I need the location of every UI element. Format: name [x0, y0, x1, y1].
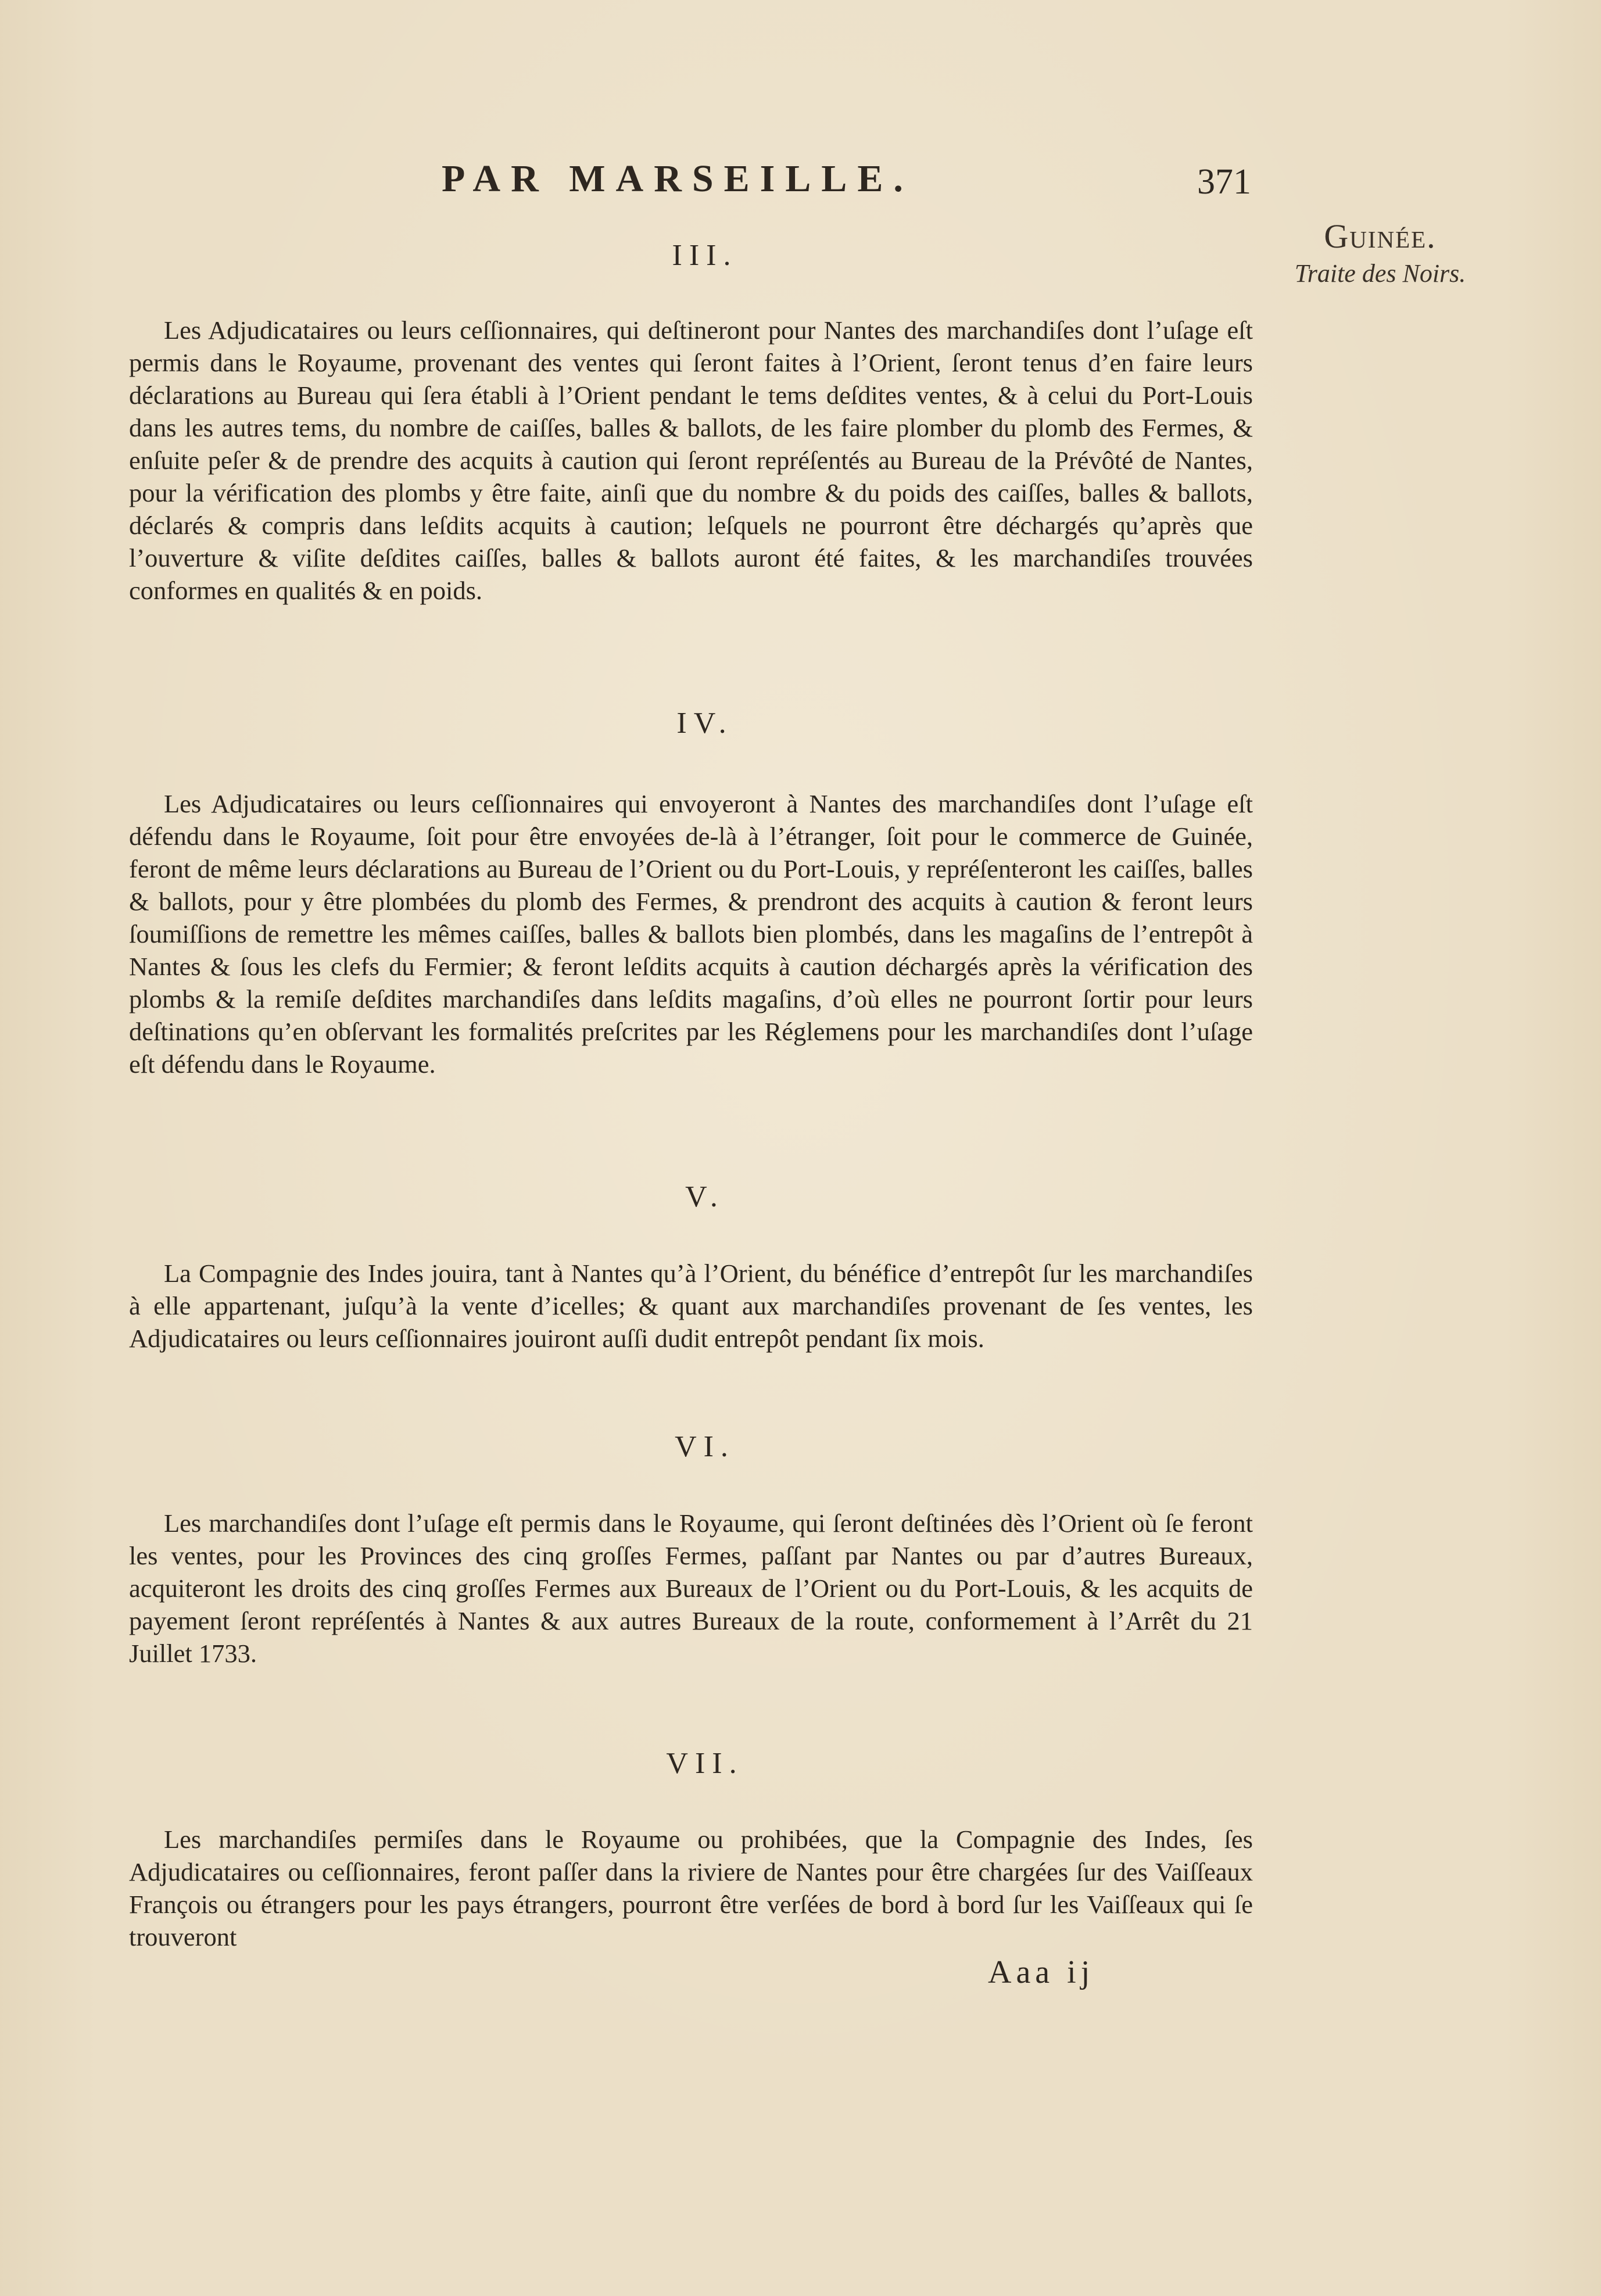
article-text-3: Les Adjudicataires ou leurs ceſſionnaires, qui deſtineront pour Nantes des marchandiſes dont l’uſage eſt permis dans le Royaume, provenant des ventes qui ſeront faites à l’Orient, ſeront tenus d’en faire leurs déclarations au Bureau qui ſera établi à l’Orient pendant le tems deſdites ventes, & à celui du Port-Louis dans les autres tems, du nombre de caiſſes, balles & ballots, de les faire plomber du plomb des Fermes, & enſuite peſer & de prendre des acquits à caution qui ſeront repréſentés au Bureau de la Prévôté de Nantes, pour la vérification des plombs y être faite, ainſi que du nombre & du poids des caiſſes, balles & ballots, déclarés & compris dans leſdits acquits à caution; leſquels ne pourront être déchargés qu’après que l’ouverture & viſite deſdites caiſſes, balles & ballots auront été faites, & les marchandiſes trouvées conformes en qualités & en poids.: [129, 316, 1253, 605]
signature-mark: Aaa ij: [988, 1954, 1095, 1990]
article-heading-4: IV.: [676, 707, 733, 740]
margin-note-title: Guinée.: [1324, 217, 1437, 255]
article-heading-6: VI.: [675, 1430, 735, 1463]
article-text-6: Les marchandiſes dont l’uſage eſt permis dans le Royaume, qui ſeront deſtinées dès l’Orient où ſe feront les ventes, pour les Provinces des cinq groſſes Fermes, paſſant par Nantes ou par d’autres Bureaux, acquiteront les droits des cinq groſſes Fermes aux Bureaux de l’Orient ou du Port-Louis, & les acquits de payement ſeront repréſentés à Nantes & aux autres Bureaux de la route, conformement à l’Arrêt du 21 Juillet 1733.: [129, 1509, 1253, 1668]
article-text-5: La Compagnie des Indes jouira, tant à Nantes qu’à l’Orient, du bénéfice d’entrepôt ſur les marchandiſes à elle appartenant, juſqu’à la vente d’icelles; & quant aux marchandiſes provenant de ſes ventes, les Adjudicataires ou leurs ceſſionnaires jouiront auſſi dudit entrepôt pendant ſix mois.: [129, 1259, 1253, 1353]
page-number: 371: [1197, 162, 1251, 202]
margin-note-subtitle: Traite des Noirs.: [1294, 259, 1466, 288]
article-heading-5: V.: [685, 1180, 725, 1213]
running-title: PAR MARSEILLE.: [442, 157, 914, 200]
margin-note: [1264, 216, 1496, 291]
article-text-4: Les Adjudicataires ou leurs ceſſionnaires qui envoyeront à Nantes des marchandiſes dont l’uſage eſt défendu dans le Royaume, ſoit pour être envoyées de-là à l’étranger, ſoit pour le commerce de Guinée, feront de même leurs déclarations au Bureau de l’Orient ou du Port-Louis, y repréſenteront les caiſſes, balles & ballots, pour y être plombées du plomb des Fermes, & prendront des acquits à caution & feront leurs ſoumiſſions de remettre les mêmes caiſſes, balles & ballots bien plombés, dans les magaſins de l’entrepôt à Nantes & ſous les clefs du Fermier; & feront leſdits acquits à caution déchargés après la vérification des plombs & la remiſe deſdites marchandiſes dans leſdits magaſins, d’où elles ne pourront ſortir pour leurs deſtinations qu’en obſervant les formalités preſcrites par les Réglemens pour les marchandiſes dont l’uſage eſt défendu dans le Royaume.: [129, 789, 1253, 1079]
article-text-7: Les marchandiſes permiſes dans le Royaume ou prohibées, que la Compagnie des Indes, ſes Adjudicataires ou ceſſionnaires, feront paſſer dans la riviere de Nantes pour être chargées ſur des Vaiſſeaux François ou étrangers pour les pays étrangers, pourront être verſées de bord à bord ſur les Vaiſſeaux qui ſe trouveront: [129, 1825, 1253, 1951]
article-heading-3: III.: [672, 239, 738, 272]
article-heading-7: VII.: [666, 1747, 744, 1780]
